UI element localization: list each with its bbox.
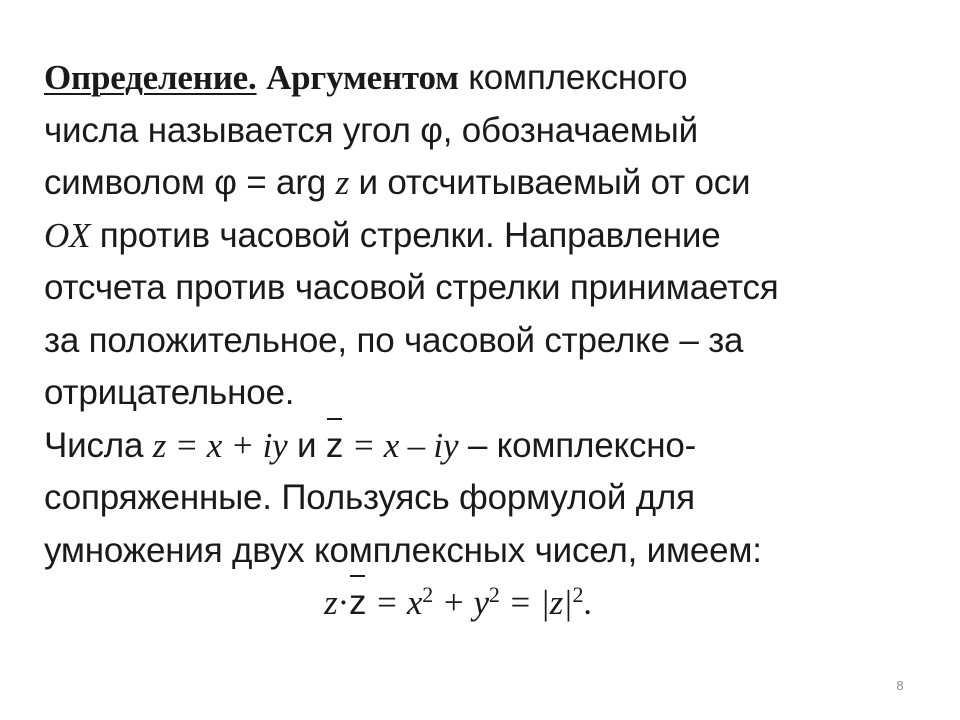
formula-period: . <box>583 583 592 622</box>
formula-sup-1: 2 <box>422 582 434 607</box>
definition-line-1 <box>44 52 924 105</box>
definition-text-3a: символом φ = arg <box>44 163 336 202</box>
definition-text-5: отсчета против часовой стрелки принимается <box>44 268 779 307</box>
definition-line-5 <box>44 262 924 315</box>
definition-text-2: числа называется угол φ, обозначаемый <box>44 110 698 150</box>
conjugate-line-1 <box>44 420 924 473</box>
formula-zbar-expression: = x – iy <box>343 425 459 465</box>
conjugate-text-3: умножения двух комплексных чисел, имеем: <box>44 530 762 570</box>
formula-modulus: = |z| <box>499 583 573 622</box>
definition-line-2 <box>44 105 924 158</box>
formula-eq-x: = x <box>366 583 423 622</box>
definition-line-3 <box>44 157 924 210</box>
axis-ox: OX <box>44 215 91 255</box>
definition-line-7 <box>44 367 924 420</box>
definition-line-4 <box>44 210 924 263</box>
definition-term: Аргументом <box>266 58 459 97</box>
definition-text-3b: и отсчитываемый от оси <box>349 163 751 202</box>
conjugate-text-c: – комплексно- <box>458 425 697 465</box>
formula-sup-3: 2 <box>572 582 584 607</box>
variable-z: z <box>335 163 349 202</box>
formula-dot: · <box>337 583 350 622</box>
formula-z-expression: z = x + iy <box>152 425 288 465</box>
definition-text-7: отрицательное. <box>44 373 295 412</box>
definition-text-6: за положительное, по часовой стрелке – за <box>44 320 744 360</box>
conjugate-text-a: Числа <box>44 425 153 465</box>
formula-z: z <box>324 583 338 622</box>
conjugate-z-bar: z <box>326 420 343 473</box>
formula-z-bar: z <box>349 577 366 630</box>
conjugate-text-2: сопряженные. Пользуясь формулой для <box>44 478 695 517</box>
definition-label: Определение. <box>44 58 257 97</box>
slide-body <box>44 52 924 630</box>
page-number: 8 <box>896 678 904 693</box>
conjugate-text-b: и <box>287 425 326 465</box>
product-formula <box>44 577 924 630</box>
formula-sup-2: 2 <box>488 582 500 607</box>
definition-text-1: комплексного <box>458 58 688 97</box>
conjugate-line-2 <box>44 472 924 525</box>
definition-line-6 <box>44 315 924 368</box>
conjugate-line-3 <box>44 525 924 578</box>
formula-plus-y: + y <box>433 583 489 622</box>
definition-text-4: против часовой стрелки. Направление <box>90 215 721 255</box>
